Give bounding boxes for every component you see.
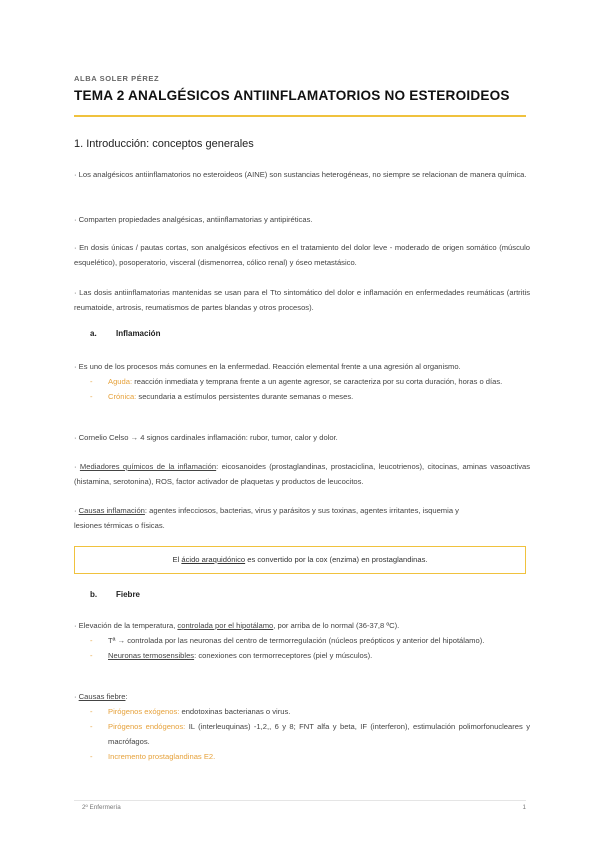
paragraph: · Comparten propiedades analgésicas, antiinflamatorias y antipiréticas. [74, 215, 313, 224]
paragraph: · Cornelio Celso → 4 signos cardinales inflamación: rubor, tumor, calor y dolor. [74, 433, 338, 442]
subsection-number: a. [90, 329, 97, 338]
underlined-term: Neuronas termosensibles [108, 651, 195, 660]
list-item: - Pirógenos exógenos: endotoxinas bacterianas o virus. [90, 707, 291, 716]
paragraph-causas-inflamacion: · Causas inflamación: agentes infecciosos, bacterias, virus y parásitos y sus toxinas, agentes irritantes, isquemia y lesiones térmicas o físicas. [74, 506, 459, 530]
paragraph: · Las dosis antiinflamatorias mantenidas se usan para el Tto sintomático del dolor e inflamación en enfermedades reumáticas (artritis reumatoide, artrosis, reumatismos de partes blandas y otros procesos). [74, 288, 530, 312]
paragraph: · Es uno de los procesos más comunes en la enfermedad. Reacción elemental frente a una agresión al organismo. [74, 362, 461, 371]
paragraph-fiebre-intro: · Elevación de la temperatura, controlada por el hipotálamo, por arriba de lo normal (36-37,8 ºC). [74, 621, 400, 630]
bullet-list-causas-fiebre [74, 704, 530, 764]
paragraph-mediadores: · Mediadores químicos de la inflamación: eicosanoides (prostaglandinas, prostaciclina, leucotrienos), citocinas, aminas vasoactivas (histamina, serotonina), ROS, factor activador de plaquetas y productos de leucocitos. [74, 462, 531, 486]
list-item: - Incremento prostaglandinas E2. [90, 752, 216, 761]
list-item: - Pirógenos endógenos: IL (interleuquinas) -1,2,, 6 y 8; FNT alfa y beta, IF (interferon), estimulación polimorfonucleares y macrófagos. [90, 722, 530, 746]
term-label: Incremento prostaglandinas E2. [108, 752, 216, 761]
list-item: - Tª → controlada por las neuronas del centro de termorregulación (núcleos preópticos y anterior del hipotálamo). [90, 636, 485, 645]
term-label: Pirógenos endógenos: [108, 722, 186, 731]
callout-box: El ácido araquidónico es convertido por la cox (enzima) en prostaglandinas. [74, 546, 526, 574]
underlined-term: Causas fiebre [78, 692, 126, 701]
underlined-term: Causas inflamación [78, 506, 145, 515]
paragraph: · Los analgésicos antiinflamatorios no esteroideos (AINE) son sustancias heterogéneas, no siempre se relacionan de manera química. [74, 170, 527, 179]
author-name: ALBA SOLER PÉREZ [74, 74, 160, 83]
subsection-label: Fiebre [116, 590, 141, 599]
term-label: Pirógenos exógenos: [108, 707, 180, 716]
subsection-number: b. [90, 590, 98, 599]
underlined-term: ácido araquidónico [181, 555, 246, 564]
subsection-heading-fiebre [90, 590, 140, 599]
page-number: 1 [522, 804, 526, 811]
list-item: - Crónica: secundaria a estímulos persistentes durante semanas o meses. [90, 392, 354, 401]
subsection-heading-inflamacion [90, 329, 160, 338]
paragraph-causas-fiebre: · Causas fiebre: [74, 692, 128, 701]
paragraph: · En dosis únicas / pautas cortas, son analgésicos efectivos en el tratamiento del dolor leve - moderado de origen somático (músculo esquelético), posoperatorio, visceral (dismenorrea, cólico renal) y óseo metastásico. [74, 243, 530, 267]
term-label: Crónica: [108, 392, 137, 401]
term-label: Aguda: [108, 377, 133, 386]
page-title: TEMA 2 ANALGÉSICOS ANTIINFLAMATORIOS NO ESTEROIDEOS [74, 88, 510, 103]
list-item: - Aguda: reacción inmediata y temprana frente a un agente agresor, se caracteriza por su corta duración, horas o días. [90, 377, 503, 386]
list-item: - Neuronas termosensibles: conexiones con termorreceptores (piel y músculos). [90, 651, 373, 660]
title-divider [74, 115, 526, 117]
bullet-list-fiebre [74, 633, 530, 663]
footer-course: 2º Enfermería [82, 804, 121, 811]
underlined-term: Mediadores químicos de la inflamación [79, 462, 217, 471]
underlined-term: controlada por el hipotálamo [177, 621, 274, 630]
bullet-list-inflamacion [74, 374, 530, 404]
subsection-label: Inflamación [116, 329, 161, 338]
page-footer [74, 800, 526, 817]
section-heading: 1. Introducción: conceptos generales [74, 138, 254, 150]
